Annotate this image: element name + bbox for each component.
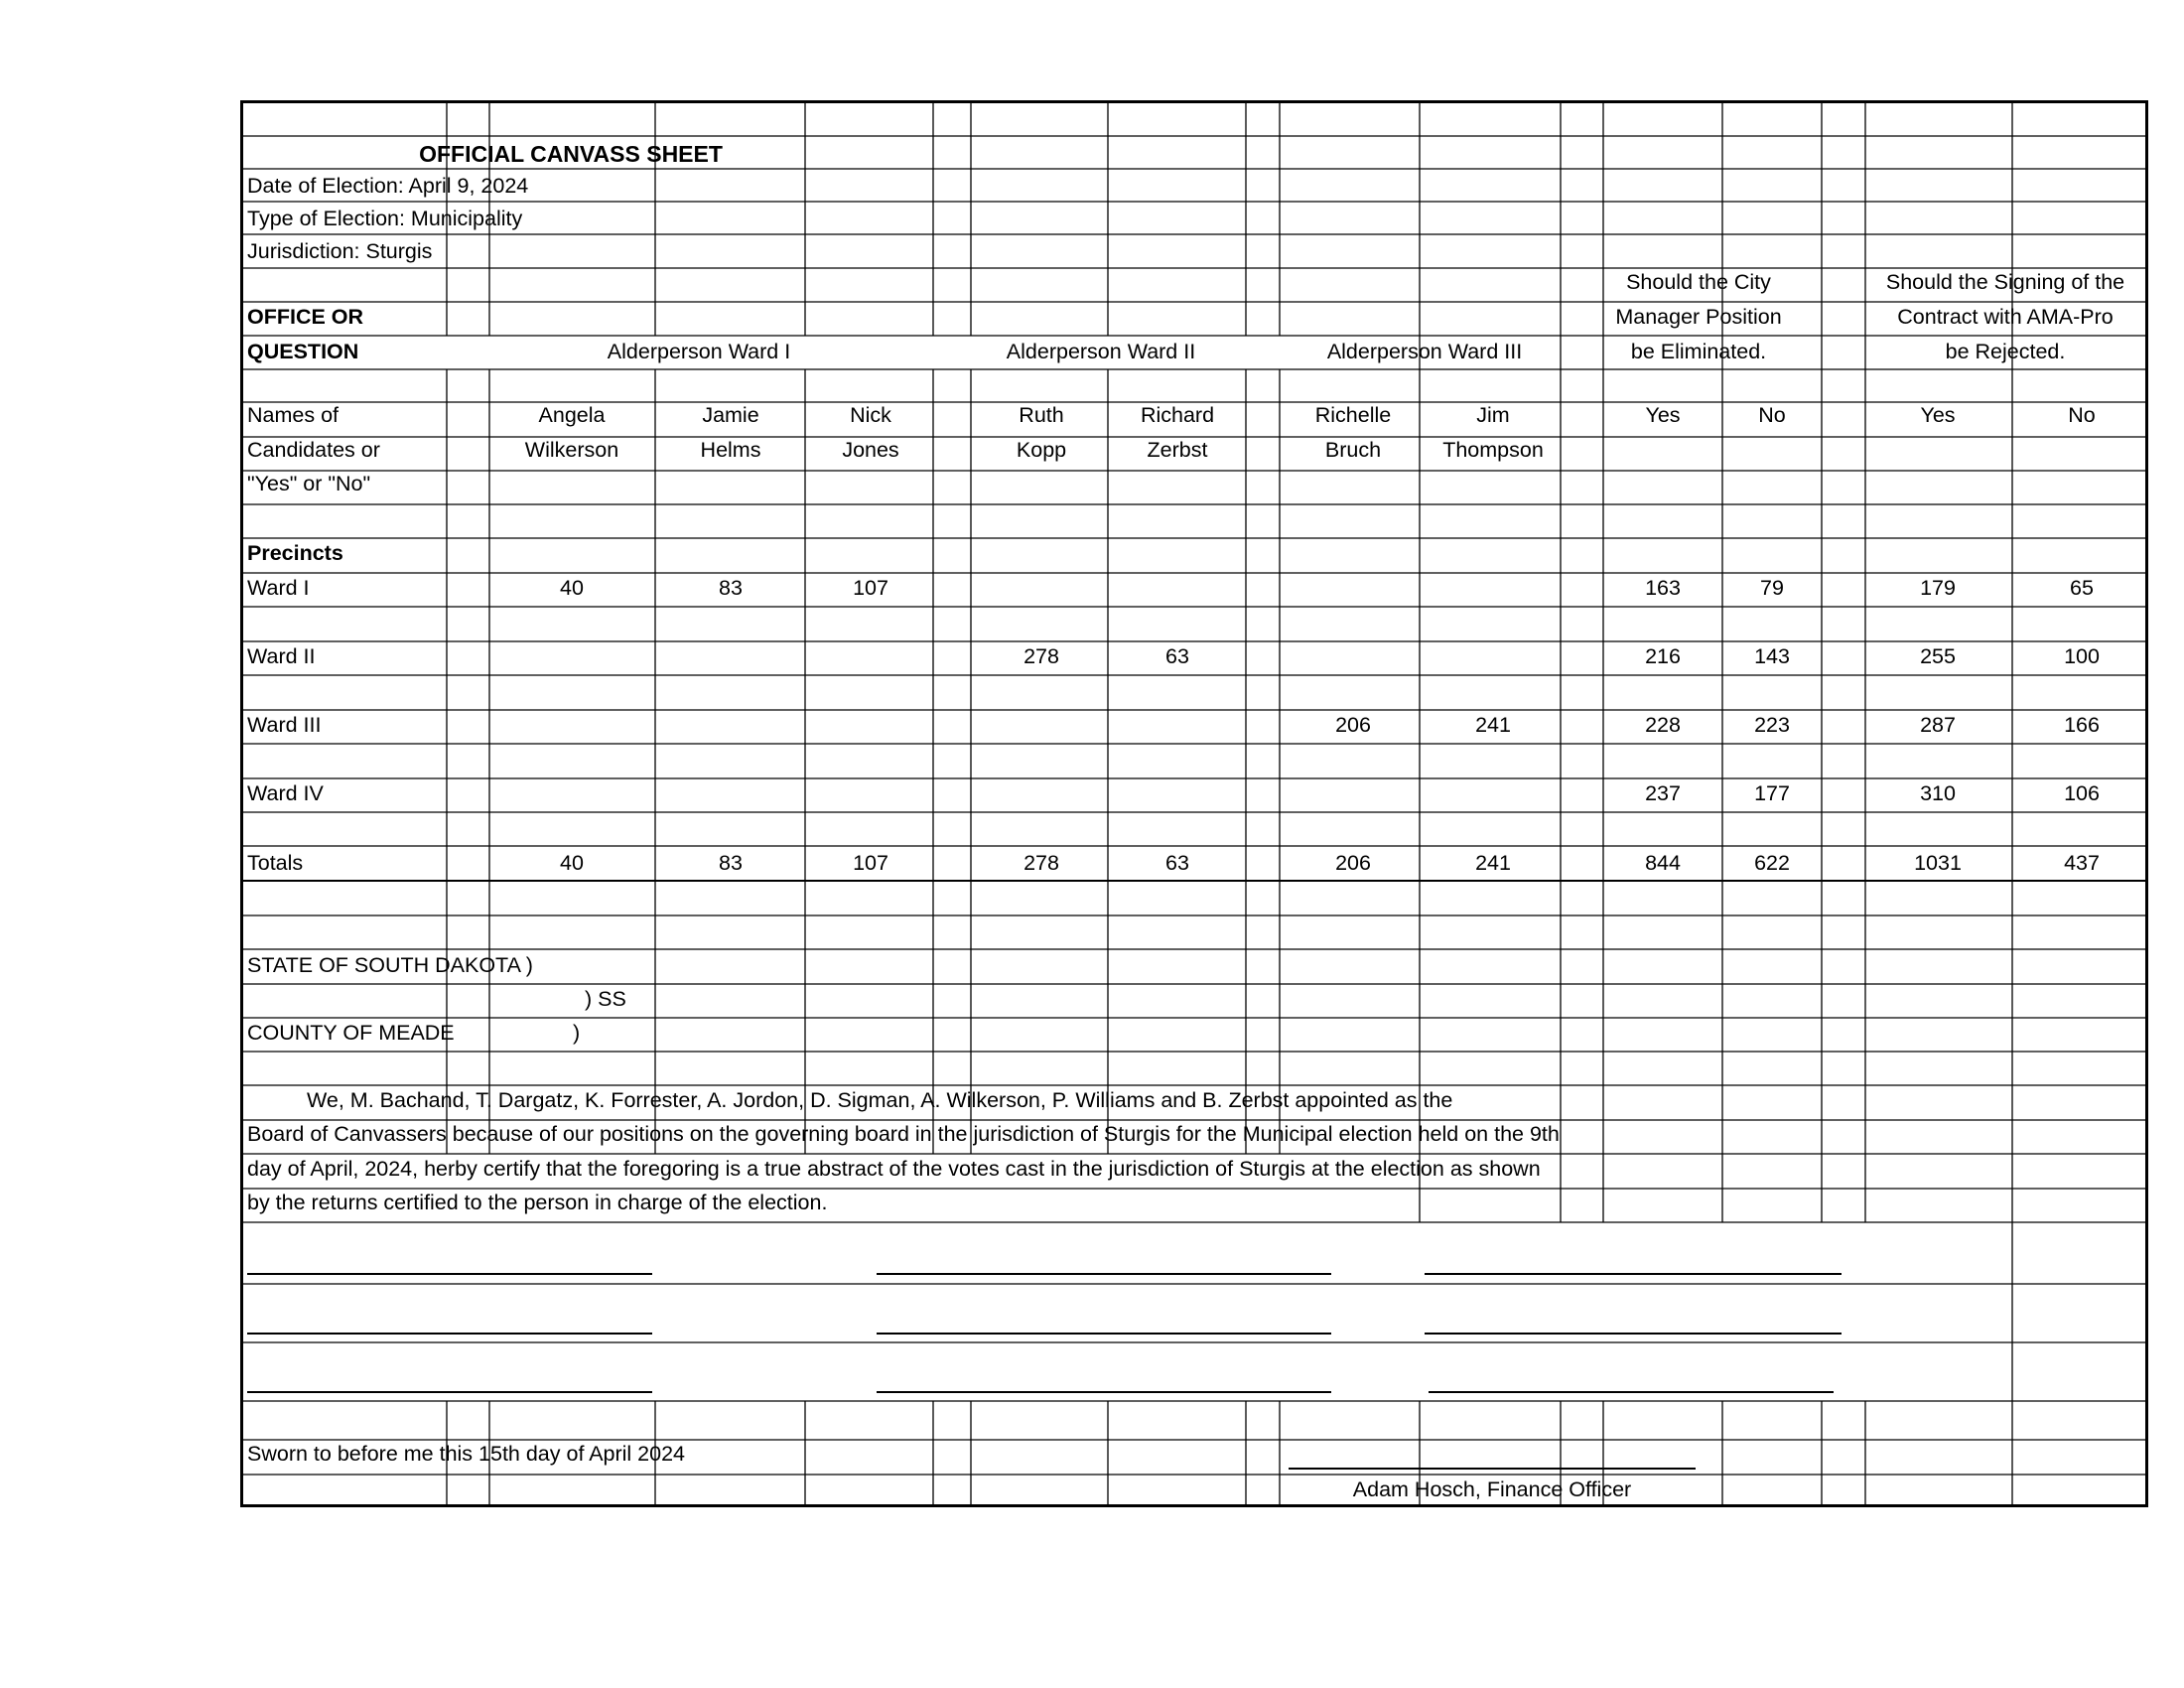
- vote-count-cell: 79: [1760, 576, 1784, 600]
- vote-count-cell: 844: [1645, 851, 1681, 875]
- officer-signature-line: [1289, 1468, 1696, 1470]
- county-paren: ): [573, 1021, 581, 1045]
- office-ward-1: Alderperson Ward I: [607, 340, 791, 363]
- vote-count-cell: 106: [2064, 781, 2100, 805]
- election-type: Type of Election: Municipality: [247, 207, 523, 230]
- vote-count-cell: 223: [1754, 713, 1790, 737]
- vote-count-cell: 228: [1645, 713, 1681, 737]
- vote-count-cell: 40: [560, 576, 584, 600]
- candidate-last: Helms: [700, 438, 761, 462]
- signature-line: [877, 1333, 1331, 1335]
- vote-count-cell: 1031: [1914, 851, 1962, 875]
- question-label: QUESTION: [247, 340, 359, 363]
- candidate-first: Ruth: [1019, 403, 1064, 427]
- jurisdiction: Jurisdiction: Sturgis: [247, 239, 433, 263]
- question-2-line-2: Contract with AMA-Pro: [1897, 305, 2114, 329]
- vote-count-cell: 437: [2064, 851, 2100, 875]
- candidate-first: Jim: [1476, 403, 1510, 427]
- precinct-label: Ward III: [247, 713, 322, 737]
- sworn-statement: Sworn to before me this 15th day of April 2024: [247, 1442, 686, 1466]
- certification-line: day of April, 2024, herby certify that the foregoring is a true abstract of the votes cast in the jurisdiction of Sturgis at the election as shown: [247, 1157, 1541, 1181]
- precinct-label: Totals: [247, 851, 304, 875]
- question-2-line-1: Should the Signing of the: [1885, 270, 2125, 294]
- signature-line: [877, 1391, 1331, 1393]
- certification-line: Board of Canvassers because of our positions on the governing board in the jurisdiction of Sturgis for the Municipal election held on the 9th: [247, 1122, 1560, 1146]
- vote-count-cell: 255: [1920, 644, 1956, 668]
- choice-yes: Yes: [1920, 403, 1956, 427]
- signature-line: [247, 1391, 652, 1393]
- vote-count-cell: 65: [2070, 576, 2094, 600]
- certification-line: by the returns certified to the person in charge of the election.: [247, 1191, 828, 1214]
- vote-count-cell: 40: [560, 851, 584, 875]
- election-date: Date of Election: April 9, 2024: [247, 174, 529, 198]
- choice-no: No: [1758, 403, 1786, 427]
- choice-no: No: [2068, 403, 2096, 427]
- question-1-line-2: Manager Position: [1615, 305, 1782, 329]
- vote-count-cell: 143: [1754, 644, 1790, 668]
- canvass-sheet: [240, 100, 2148, 1507]
- state-line: STATE OF SOUTH DAKOTA ): [247, 953, 533, 977]
- vote-count-cell: 237: [1645, 781, 1681, 805]
- vote-count-cell: 83: [719, 851, 743, 875]
- candidate-last: Wilkerson: [524, 438, 619, 462]
- vote-count-cell: 177: [1754, 781, 1790, 805]
- office-label: OFFICE OR: [247, 305, 364, 329]
- candidate-first: Jamie: [702, 403, 759, 427]
- vote-count-cell: 166: [2064, 713, 2100, 737]
- vote-count-cell: 278: [1024, 851, 1059, 875]
- office-ward-2: Alderperson Ward II: [1006, 340, 1196, 363]
- candidate-first: Richelle: [1314, 403, 1392, 427]
- vote-count-cell: 310: [1920, 781, 1956, 805]
- county-line: COUNTY OF MEADE: [247, 1021, 455, 1045]
- precinct-label: Ward I: [247, 576, 310, 600]
- vote-count-cell: 107: [853, 576, 888, 600]
- candidate-last: Zerbst: [1147, 438, 1208, 462]
- ss-line: ) SS: [585, 987, 626, 1011]
- signature-line: [1425, 1333, 1842, 1335]
- vote-count-cell: 206: [1335, 713, 1371, 737]
- signature-line: [1425, 1273, 1842, 1275]
- vote-count-cell: 622: [1754, 851, 1790, 875]
- candidate-last: Jones: [842, 438, 899, 462]
- vote-count-cell: 216: [1645, 644, 1681, 668]
- precinct-label: Ward IV: [247, 781, 324, 805]
- vote-count-cell: 163: [1645, 576, 1681, 600]
- certification-line: We, M. Bachand, T. Dargatz, K. Forrester, A. Jordon, D. Sigman, A. Wilkerson, P. Williams and B. Zerbst appointed as the: [307, 1088, 1453, 1112]
- candidate-last: Kopp: [1016, 438, 1067, 462]
- precincts-label: Precincts: [247, 541, 343, 565]
- names-label-3: "Yes" or "No": [247, 472, 371, 495]
- candidate-first: Nick: [850, 403, 891, 427]
- candidate-first: Richard: [1140, 403, 1215, 427]
- signature-line: [1429, 1391, 1834, 1393]
- vote-count-cell: 179: [1920, 576, 1956, 600]
- vote-count-cell: 241: [1475, 713, 1511, 737]
- signature-line: [877, 1273, 1331, 1275]
- vote-count-cell: 241: [1475, 851, 1511, 875]
- names-label-1: Names of: [247, 403, 340, 427]
- vote-count-cell: 287: [1920, 713, 1956, 737]
- candidate-last: Thompson: [1442, 438, 1544, 462]
- candidate-first: Angela: [538, 403, 606, 427]
- vote-count-cell: 63: [1165, 644, 1189, 668]
- finance-officer: Adam Hosch, Finance Officer: [1352, 1477, 1632, 1501]
- names-label-2: Candidates or: [247, 438, 380, 462]
- question-1-line-3: be Eliminated.: [1630, 340, 1767, 363]
- vote-count-cell: 63: [1165, 851, 1189, 875]
- question-2-line-3: be Rejected.: [1945, 340, 2066, 363]
- signature-line: [247, 1333, 652, 1335]
- signature-line: [247, 1273, 652, 1275]
- vote-count-cell: 107: [853, 851, 888, 875]
- candidate-last: Bruch: [1324, 438, 1382, 462]
- vote-count-cell: 278: [1024, 644, 1059, 668]
- question-1-line-1: Should the City: [1626, 270, 1771, 294]
- vote-count-cell: 100: [2064, 644, 2100, 668]
- vote-count-cell: 83: [719, 576, 743, 600]
- precinct-label: Ward II: [247, 644, 316, 668]
- page-title: OFFICIAL CANVASS SHEET: [419, 141, 723, 167]
- table-grid: [243, 103, 2151, 1510]
- choice-yes: Yes: [1645, 403, 1681, 427]
- office-ward-3: Alderperson Ward III: [1326, 340, 1523, 363]
- vote-count-cell: 206: [1335, 851, 1371, 875]
